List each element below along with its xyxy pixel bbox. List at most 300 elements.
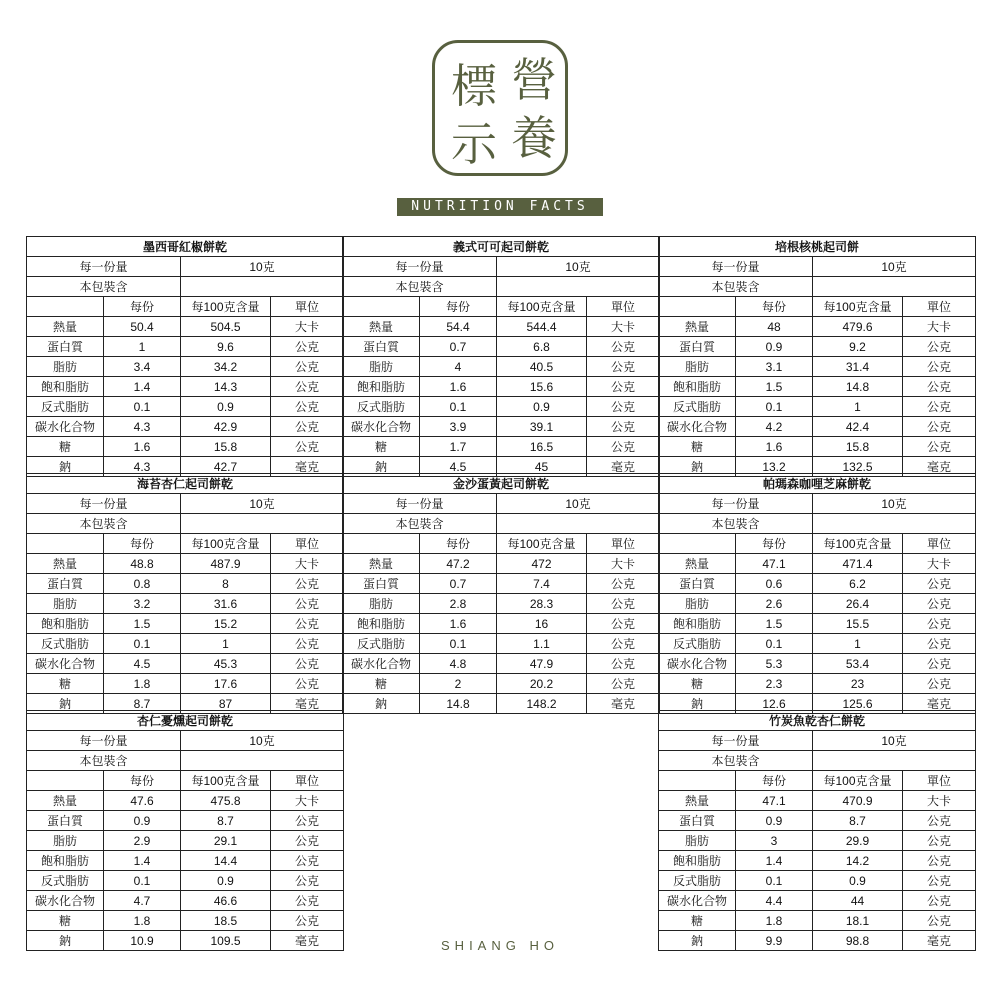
panel-title: 金沙蛋黃起司餅乾 [343,474,660,494]
nutrient-name: 飽和脂肪 [659,614,736,634]
serving-size-label: 每一份量 [27,494,181,514]
nutrient-row [27,634,344,654]
nutrient-row [659,554,976,574]
nutrient-row [27,554,344,574]
per-100g-header: 每100克含量 [497,534,587,554]
per-100g-value: 14.8 [813,377,903,397]
header-blank [659,534,736,554]
per-serving-value: 0.1 [420,634,497,654]
per-100g-value: 23 [813,674,903,694]
per-serving-value: 13.2 [736,457,813,477]
nutrition-label-logo [432,40,568,176]
nutrition-panel [26,710,344,951]
unit-header: 單位 [271,297,344,317]
nutrient-row [659,931,976,951]
unit-header: 單位 [587,534,660,554]
header-blank [343,534,420,554]
unit-value: 公克 [903,357,976,377]
per-serving-value: 3.4 [104,357,181,377]
unit-value: 毫克 [587,694,660,714]
unit-value: 大卡 [903,791,976,811]
nutrient-row [659,871,976,891]
per-100g-value: 8.7 [813,811,903,831]
nutrient-row [343,377,660,397]
nutrition-panel [658,710,976,951]
nutrient-name: 反式脂肪 [659,634,736,654]
nutrient-name: 碳水化合物 [27,891,104,911]
servings-per-pack-value [497,277,660,297]
nutrient-name: 碳水化合物 [343,654,420,674]
per-serving-value: 0.7 [420,337,497,357]
per-serving-value: 14.8 [420,694,497,714]
nutrient-row [343,674,660,694]
unit-value: 毫克 [903,931,976,951]
per-100g-value: 475.8 [181,791,271,811]
nutrient-name: 糖 [343,674,420,694]
per-serving-value: 50.4 [104,317,181,337]
per-100g-value: 42.9 [181,417,271,437]
unit-value: 公克 [271,357,344,377]
nutrient-row [343,437,660,457]
per-100g-value: 18.5 [181,911,271,931]
unit-value: 公克 [587,357,660,377]
nutrient-name: 鈉 [343,694,420,714]
nutrient-name: 糖 [27,437,104,457]
nutrition-panel [658,473,976,714]
nutrient-name: 反式脂肪 [27,397,104,417]
per-100g-value: 15.5 [813,614,903,634]
nutrient-name: 反式脂肪 [27,871,104,891]
per-100g-value: 45 [497,457,587,477]
nutrient-name: 蛋白質 [659,574,736,594]
per-serving-value: 0.1 [736,634,813,654]
nutrient-name: 脂肪 [659,357,736,377]
per-100g-value: 148.2 [497,694,587,714]
nutrient-name: 脂肪 [659,831,736,851]
unit-value: 公克 [903,417,976,437]
serving-size-label: 每一份量 [27,257,181,277]
per-serving-value: 3.1 [736,357,813,377]
unit-header: 單位 [903,297,976,317]
nutrient-row [659,811,976,831]
nutrient-name: 碳水化合物 [659,654,736,674]
per-100g-value: 7.4 [497,574,587,594]
unit-value: 公克 [271,337,344,357]
per-100g-value: 1 [813,634,903,654]
servings-per-pack-value [813,514,976,534]
servings-per-pack-label: 本包裝含 [27,751,181,771]
nutrient-row [343,417,660,437]
nutrient-name: 脂肪 [27,357,104,377]
serving-size-value: 10克 [497,494,660,514]
per-100g-value: 125.6 [813,694,903,714]
header-blank [27,771,104,791]
per-100g-header: 每100克含量 [813,771,903,791]
serving-size-value: 10克 [813,494,976,514]
serving-size-label: 每一份量 [659,731,813,751]
nutrient-row [27,594,344,614]
per-100g-value: 40.5 [497,357,587,377]
per-serving-value: 3.9 [420,417,497,437]
per-serving-value: 2.8 [420,594,497,614]
per-serving-value: 4.7 [104,891,181,911]
servings-per-pack-label: 本包裝含 [343,277,497,297]
panel-title: 墨西哥紅椒餅乾 [27,237,344,257]
per-serving-value: 4.5 [420,457,497,477]
unit-value: 公克 [587,337,660,357]
servings-per-pack-label: 本包裝含 [659,514,813,534]
per-serving-value: 1.4 [736,851,813,871]
nutrient-name: 飽和脂肪 [659,377,736,397]
unit-value: 公克 [903,397,976,417]
per-100g-value: 504.5 [181,317,271,337]
per-serving-value: 0.1 [104,634,181,654]
nutrient-name: 脂肪 [659,594,736,614]
per-serving-value: 0.6 [736,574,813,594]
serving-size-value: 10克 [813,731,976,751]
unit-value: 公克 [903,337,976,357]
nutrient-name: 飽和脂肪 [27,851,104,871]
nutrient-row [343,397,660,417]
nutrition-panel [342,236,660,477]
nutrient-row [659,594,976,614]
nutrient-row [659,911,976,931]
nutrient-row [27,654,344,674]
nutrient-name: 鈉 [27,457,104,477]
unit-value: 公克 [271,891,344,911]
per-serving-value: 1.5 [736,614,813,634]
nutrient-row [27,931,344,951]
nutrient-name: 反式脂肪 [343,397,420,417]
per-serving-value: 47.1 [736,791,813,811]
per-100g-header: 每100克含量 [813,534,903,554]
unit-value: 大卡 [903,317,976,337]
per-100g-header: 每100克含量 [813,297,903,317]
nutrient-row [343,634,660,654]
per-serving-header: 每份 [420,534,497,554]
unit-value: 公克 [271,871,344,891]
per-serving-value: 4.4 [736,891,813,911]
unit-value: 公克 [903,614,976,634]
unit-value: 大卡 [903,554,976,574]
unit-value: 公克 [271,417,344,437]
per-100g-value: 14.3 [181,377,271,397]
per-100g-header: 每100克含量 [181,771,271,791]
per-100g-value: 8 [181,574,271,594]
header-blank [27,297,104,317]
per-serving-value: 0.1 [420,397,497,417]
unit-value: 公克 [587,654,660,674]
nutrient-row [27,791,344,811]
logo-char-top-right: 營 [511,53,557,107]
unit-value: 公克 [903,871,976,891]
per-100g-value: 34.2 [181,357,271,377]
nutrient-name: 飽和脂肪 [343,377,420,397]
unit-value: 大卡 [271,554,344,574]
per-serving-value: 1 [104,337,181,357]
serving-size-label: 每一份量 [343,494,497,514]
unit-value: 公克 [271,574,344,594]
servings-per-pack-value [813,751,976,771]
per-serving-value: 0.7 [420,574,497,594]
per-serving-value: 0.9 [736,337,813,357]
per-100g-value: 15.8 [813,437,903,457]
unit-value: 公克 [271,397,344,417]
unit-value: 公克 [903,437,976,457]
unit-value: 大卡 [271,317,344,337]
unit-value: 毫克 [903,457,976,477]
per-100g-value: 1 [181,634,271,654]
per-serving-value: 10.9 [104,931,181,951]
per-serving-value: 1.4 [104,377,181,397]
nutrient-row [27,397,344,417]
nutrient-name: 蛋白質 [343,337,420,357]
nutrient-row [659,337,976,357]
per-100g-value: 487.9 [181,554,271,574]
nutrient-row [659,674,976,694]
panel-title: 杏仁憂燻起司餅乾 [27,711,344,731]
nutrient-row [27,377,344,397]
nutrient-name: 蛋白質 [659,811,736,831]
per-100g-value: 28.3 [497,594,587,614]
per-100g-header: 每100克含量 [181,297,271,317]
per-serving-value: 0.1 [736,397,813,417]
unit-value: 公克 [903,654,976,674]
nutrient-row [659,791,976,811]
per-serving-value: 1.4 [104,851,181,871]
nutrient-name: 糖 [27,674,104,694]
per-100g-value: 16.5 [497,437,587,457]
per-100g-value: 39.1 [497,417,587,437]
nutrient-row [343,357,660,377]
nutrient-row [27,891,344,911]
unit-value: 公克 [271,594,344,614]
per-serving-value: 0.1 [104,871,181,891]
nutrient-name: 碳水化合物 [659,417,736,437]
unit-value: 公克 [903,377,976,397]
unit-value: 公克 [903,851,976,871]
per-serving-value: 3.2 [104,594,181,614]
nutrient-row [343,317,660,337]
nutrient-name: 碳水化合物 [659,891,736,911]
per-serving-value: 54.4 [420,317,497,337]
nutrient-row [27,614,344,634]
per-100g-value: 42.4 [813,417,903,437]
unit-value: 公克 [587,674,660,694]
nutrient-name: 反式脂肪 [27,634,104,654]
per-100g-value: 47.9 [497,654,587,674]
per-100g-value: 0.9 [181,871,271,891]
nutrient-row [659,574,976,594]
nutrition-panel [26,473,344,714]
unit-value: 公克 [903,574,976,594]
serving-size-value: 10克 [181,257,344,277]
nutrient-row [27,851,344,871]
per-100g-header: 每100克含量 [497,297,587,317]
per-100g-value: 0.9 [181,397,271,417]
per-100g-value: 9.2 [813,337,903,357]
nutrient-name: 蛋白質 [27,811,104,831]
unit-value: 公克 [903,831,976,851]
nutrient-row [659,851,976,871]
per-serving-value: 47.6 [104,791,181,811]
per-100g-value: 46.6 [181,891,271,911]
nutrient-row [659,357,976,377]
per-100g-value: 1 [813,397,903,417]
per-serving-value: 1.6 [420,377,497,397]
unit-value: 公克 [903,891,976,911]
unit-value: 大卡 [271,791,344,811]
per-100g-value: 6.8 [497,337,587,357]
per-100g-value: 0.9 [813,871,903,891]
nutrient-name: 鈉 [343,457,420,477]
unit-value: 公克 [903,594,976,614]
nutrient-name: 鈉 [659,931,736,951]
nutrient-name: 糖 [659,911,736,931]
nutrient-row [659,397,976,417]
unit-value: 公克 [271,674,344,694]
nutrient-name: 脂肪 [27,831,104,851]
header-blank [659,771,736,791]
per-100g-value: 18.1 [813,911,903,931]
nutrient-row [27,337,344,357]
per-serving-value: 2.3 [736,674,813,694]
panel-title: 海苔杏仁起司餅乾 [27,474,344,494]
nutrient-name: 反式脂肪 [659,871,736,891]
per-serving-value: 2 [420,674,497,694]
per-100g-value: 16 [497,614,587,634]
per-serving-value: 1.7 [420,437,497,457]
nutrient-name: 脂肪 [343,594,420,614]
nutrient-row [27,357,344,377]
nutrient-name: 熱量 [343,554,420,574]
servings-per-pack-value [181,514,344,534]
per-serving-value: 12.6 [736,694,813,714]
per-serving-value: 47.1 [736,554,813,574]
per-serving-header: 每份 [420,297,497,317]
per-serving-value: 1.8 [736,911,813,931]
unit-value: 毫克 [271,694,344,714]
unit-header: 單位 [587,297,660,317]
per-100g-value: 29.9 [813,831,903,851]
per-100g-value: 14.4 [181,851,271,871]
nutrient-name: 糖 [343,437,420,457]
unit-value: 毫克 [587,457,660,477]
nutrient-row [659,437,976,457]
panel-title: 義式可可起司餅乾 [343,237,660,257]
unit-value: 公克 [271,634,344,654]
per-100g-value: 31.6 [181,594,271,614]
nutrient-name: 反式脂肪 [659,397,736,417]
per-100g-value: 15.8 [181,437,271,457]
nutrient-row [27,871,344,891]
servings-per-pack-value [181,277,344,297]
nutrient-name: 糖 [659,437,736,457]
servings-per-pack-value [497,514,660,534]
nutrient-row [343,554,660,574]
nutrient-name: 飽和脂肪 [343,614,420,634]
per-serving-value: 4.8 [420,654,497,674]
serving-size-value: 10克 [497,257,660,277]
unit-header: 單位 [903,534,976,554]
nutrient-row [659,614,976,634]
nutrient-name: 脂肪 [27,594,104,614]
per-serving-value: 0.9 [736,811,813,831]
nutrient-name: 熱量 [27,317,104,337]
nutrient-name: 糖 [659,674,736,694]
nutrient-row [343,594,660,614]
per-serving-value: 8.7 [104,694,181,714]
unit-value: 公克 [271,851,344,871]
per-100g-value: 14.2 [813,851,903,871]
per-serving-value: 1.8 [104,674,181,694]
unit-value: 公克 [587,417,660,437]
per-100g-value: 20.2 [497,674,587,694]
nutrient-name: 蛋白質 [27,337,104,357]
per-100g-value: 9.6 [181,337,271,357]
unit-value: 公克 [903,911,976,931]
per-100g-value: 44 [813,891,903,911]
brand-footer: SHIANG HO [441,938,559,953]
unit-value: 大卡 [587,317,660,337]
nutrient-name: 鈉 [659,457,736,477]
per-100g-value: 87 [181,694,271,714]
nutrient-row [27,831,344,851]
nutrient-row [27,911,344,931]
per-serving-value: 4.3 [104,457,181,477]
nutrient-name: 脂肪 [343,357,420,377]
nutrition-panel [342,473,660,714]
per-serving-value: 5.3 [736,654,813,674]
serving-size-value: 10克 [181,494,344,514]
per-serving-value: 4 [420,357,497,377]
unit-header: 單位 [271,534,344,554]
per-serving-value: 48.8 [104,554,181,574]
per-100g-value: 109.5 [181,931,271,951]
nutrient-name: 碳水化合物 [343,417,420,437]
per-serving-header: 每份 [104,534,181,554]
nutrition-facts-banner: NUTRITION FACTS [397,198,603,216]
per-100g-value: 479.6 [813,317,903,337]
per-100g-value: 45.3 [181,654,271,674]
unit-value: 公克 [271,911,344,931]
unit-value: 毫克 [271,457,344,477]
per-serving-value: 3 [736,831,813,851]
per-100g-value: 42.7 [181,457,271,477]
per-100g-value: 53.4 [813,654,903,674]
nutrient-row [659,317,976,337]
nutrient-name: 熱量 [659,317,736,337]
nutrient-row [659,634,976,654]
per-serving-header: 每份 [736,297,813,317]
unit-value: 公克 [903,811,976,831]
nutrient-name: 鈉 [659,694,736,714]
unit-value: 大卡 [587,554,660,574]
per-serving-value: 0.1 [736,871,813,891]
nutrient-name: 熱量 [659,791,736,811]
nutrition-panel [658,236,976,477]
per-serving-value: 48 [736,317,813,337]
per-serving-value: 4.3 [104,417,181,437]
unit-value: 毫克 [271,931,344,951]
per-serving-value: 0.9 [104,811,181,831]
serving-size-value: 10克 [181,731,344,751]
unit-value: 公克 [271,437,344,457]
per-serving-header: 每份 [736,534,813,554]
nutrient-row [659,417,976,437]
servings-per-pack-label: 本包裝含 [343,514,497,534]
unit-value: 公克 [271,377,344,397]
